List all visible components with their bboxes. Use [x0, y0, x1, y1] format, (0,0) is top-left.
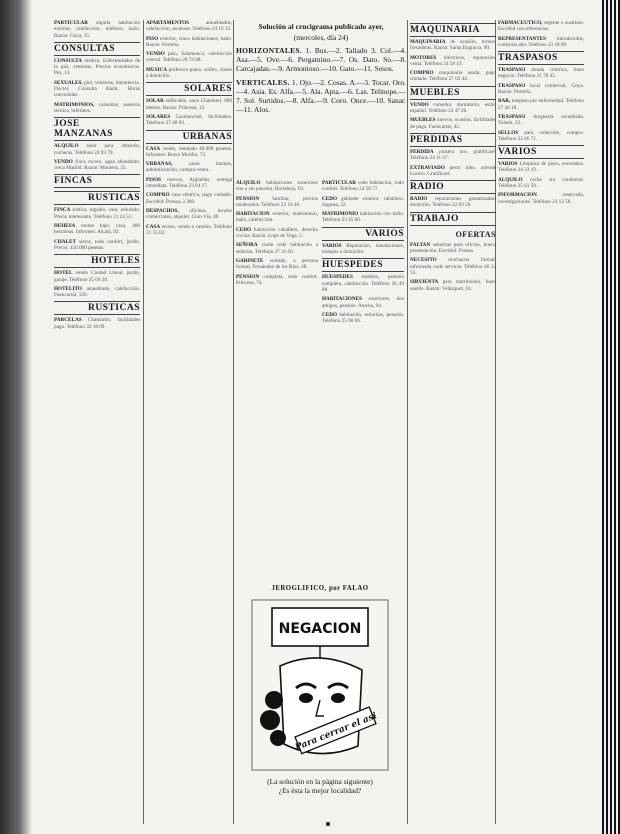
ad-lead: RADIO [410, 196, 428, 203]
ad-lead: ALQUILO [54, 143, 79, 150]
ad-lead: HOTEL [54, 270, 73, 277]
vertical-text: 1. Ojo.—2. Cosas. A.—3. Tocar. Oro.—4. Asia. Es. Alfa.—5. Ala. Apta.—6. Las. Telinope.—7. Sol. Surtidos.—8. Alfa.—9. Coro. Once.—10. Sanar.—11. Alos. [236, 77, 406, 115]
ad-lead: FARMACEUTICO, [498, 20, 543, 26]
crossword-horizontal-answers [236, 46, 406, 74]
classified-ad [146, 192, 232, 205]
mask-ornament [265, 691, 283, 709]
page-footer-dot [326, 822, 330, 826]
column-rule [407, 20, 408, 824]
ad-lead: INFORMACION [498, 192, 537, 199]
classified-ad [498, 83, 584, 96]
classified-ad [236, 180, 318, 193]
ad-lead: HOTELITO [54, 285, 82, 292]
classified-ad [498, 98, 584, 111]
ad-body: finca recreo, agua abundante, cerca Madrid. Razón: Montera, 32. [54, 158, 140, 172]
ad-body: vendo, rentando 40.000 pesetas. Informes: Bravo Murillo, 72. [146, 145, 232, 158]
classified-ad [54, 102, 140, 115]
classified-ad [498, 161, 584, 174]
ad-body: habitación, señoritas, pensión. Teléfono 25 90 66. [322, 311, 405, 325]
classified-ad [146, 67, 232, 80]
classified-center-block [236, 180, 406, 582]
classified-ad [146, 98, 232, 111]
section-heading-huespedes: HUESPEDES [322, 258, 404, 272]
section-heading-muebles: MUEBLES [410, 86, 496, 100]
classified-ad [410, 165, 496, 178]
classified-ad [410, 242, 496, 255]
ad-body: habitaciones exteriores con o sin pensión. Hortaleza, 19. [236, 180, 318, 193]
ad-body: exterior, matrimonio, baño, calefacción. [236, 211, 318, 224]
ad-lead: MATRIMONIOS, [54, 101, 95, 108]
ad-lead: FALTAN [410, 241, 431, 248]
ad-body: regente o sustituto. Escribid con referencias. [498, 20, 584, 33]
ad-body: casas baratas, administración, compra-venta. [146, 161, 232, 174]
classified-ad [54, 20, 140, 39]
section-heading-fincas: FINCAS [54, 174, 140, 188]
ad-lead: PARCELAS [54, 317, 82, 324]
ad-lead: CEDO [236, 226, 251, 233]
section-heading-rusticas: RUSTICAS [54, 191, 140, 205]
ad-body: familiar, precios moderados. Teléfono 22 18 46. [236, 195, 318, 208]
classified-ad [146, 20, 232, 33]
classified-ad [54, 207, 140, 220]
ad-body: completa, todo confort. Princesa, 74. [236, 273, 318, 286]
classified-ad [410, 39, 496, 52]
classified-ad [498, 114, 584, 127]
ad-body: edificable, zona Chamberí, 800 metros. Razón: Princesa, 12. [146, 98, 232, 111]
ad-body: señoritas para oficina, buena presentación. Escribid: Prensa. [410, 241, 496, 255]
ad-lead: EXTRAVIADO [410, 164, 445, 171]
classified-ad [54, 317, 140, 330]
classified-ad [322, 274, 404, 293]
ad-body: introducidos, comisión alta. Teléfono 23 18 99. [498, 35, 584, 48]
ad-lead: VARIOS [322, 242, 342, 249]
ad-lead: SIRVIENTA [410, 279, 439, 286]
classified-ad [410, 196, 496, 209]
ad-body: Carabanchel, facilidades. Teléfono 27 48 93. [146, 113, 232, 127]
ad-lead: DESPACHOS, [146, 207, 179, 214]
classified-ad [498, 67, 584, 80]
classified-ad [146, 177, 232, 190]
ad-body: nuevos, ocasión, facilidades de pago. Fuencarral, 42. [410, 117, 496, 130]
ad-body: eléctricos, reparación, venta. Teléfono 24 58 19. [410, 54, 496, 67]
ad-body: alquila habitación exterior, calefacción, teléfono, baño. Razón: Goya, 35. [54, 20, 140, 39]
ad-lead: SELLOS [498, 129, 519, 136]
page-binding-shadow [0, 0, 32, 834]
classified-ad [410, 102, 496, 115]
ad-lead: URBANAS, [146, 161, 173, 168]
ad-lead: MOTORES [410, 54, 437, 61]
ad-body: de ocasión, tornos, fresadoras. Razón: Santa Engracia, 90. [410, 39, 496, 52]
ad-lead: PENSION [236, 273, 260, 280]
section-heading-radio: RADIO [410, 180, 496, 194]
classified-ad [236, 274, 318, 287]
ad-body: exteriores, dos amigos, pensión. Atocha, 94. [322, 296, 404, 309]
ad-body: consultas, asesoría técnica, informes. [54, 101, 140, 114]
ad-lead: FINCA [54, 207, 71, 214]
ad-lead: VENDO [54, 158, 73, 165]
crossword-solution-title: Solución al crucigrama publicado ayer, [258, 22, 384, 31]
ad-lead: CASA [146, 145, 161, 152]
ad-body: reservada, investigaciones. Teléfono 23 12 58. [498, 192, 584, 205]
classified-ad [410, 117, 496, 130]
crossword-vertical-answers [236, 78, 406, 115]
strip-text: Para cerrar el asi [293, 711, 379, 754]
ad-lead: SOLAR [146, 98, 164, 105]
classified-ad [236, 211, 318, 224]
ad-lead: MUEBLES [410, 117, 436, 124]
classified-ad [146, 224, 232, 237]
ad-lead: COMPRO [146, 192, 170, 199]
ad-body: tienda céntrica, buen negocio. Teléfono 21 70 45. [498, 67, 584, 80]
ad-lead: SEXUALES, [54, 79, 83, 86]
mask-ornament [270, 730, 286, 746]
classified-ad [54, 80, 140, 99]
mask-right-eye [331, 693, 345, 703]
classified-ad [410, 279, 496, 292]
ad-lead: CEDO [322, 311, 337, 318]
section-heading-perdidas: PERDIDAS [410, 133, 496, 147]
mask-ornament [260, 710, 280, 730]
ad-lead: HABITACIONES [322, 296, 362, 303]
ad-body: nuevos, Argüelles, entrega inmediata. Teléfono 23 64 17. [146, 176, 232, 190]
ad-body: gabinete exterior, caballero. Sagasta, 22. [322, 195, 404, 208]
classified-ad [498, 177, 584, 190]
ad-body: reparaciones garantizadas, domicilio. Teléfono 22 83 50. [410, 196, 496, 209]
ad-body: local comercial, Goya. Razón: Portería. [498, 82, 584, 96]
classified-ad [322, 180, 404, 193]
ad-body: viuda cede habitación a señorita. Teléfono 27 31 60. [236, 242, 318, 255]
ad-body: recreo, vendo o cambio. Teléfono 21 35 02. [146, 223, 232, 236]
classified-ad [54, 58, 140, 77]
ad-lead: APARTAMENTOS [146, 20, 190, 26]
ad-lead: PARTICULAR [54, 20, 89, 26]
section-heading-urbanas: URBANAS [146, 130, 232, 144]
classified-column-1 [54, 20, 140, 824]
column-rule [143, 20, 144, 824]
ad-lead: VENDO [146, 51, 165, 58]
ad-body: para matrimonio, buen sueldo. Razón: Velázquez, 61. [410, 279, 496, 292]
ad-body: soleado, a persona formal. Fernández de los Ríos, 48. [236, 257, 318, 271]
ad-body: habitación caballero, derecho cocina. Razón: Lope de Vega, 5. [236, 226, 318, 240]
classified-ad [498, 20, 584, 33]
ad-lead: TRASPASO [498, 67, 526, 74]
classified-ad [410, 70, 496, 83]
section-heading-traspasos: TRASPASOS [498, 51, 584, 65]
ad-lead: MUSICA [146, 66, 168, 73]
ad-body: piel, venéreas, impotencia. Doctor. Consulta diaria. Horas convenidas. [54, 79, 140, 99]
horizontal-text: 1. Bus.—2. Tallado 3. Col.—4. Asa.—5. Ove.—6. Pergamino.—7. Os. Dato. So.—8. Carcajadas.—9. Armonioso.—10. Gato.—11. Sesos. [236, 46, 406, 74]
ad-lead: VARIOS [498, 161, 518, 168]
ad-lead: SOLARES [146, 113, 171, 120]
crossword-solution-date: (mercoles, día 24) [293, 33, 349, 42]
ad-lead: COMPRO [410, 70, 434, 77]
ad-body: Reparación, instalaciones, trabajos a domicilio. [322, 242, 404, 256]
ad-lead: REPRESENTANTES [498, 35, 547, 42]
section-heading-varios-2: VARIOS [498, 145, 584, 159]
ad-body: perro lobo, atiende Lucero. Gratificaré. [410, 164, 496, 177]
ad-body: amueblado, calefacción. Fuencarral, 120. [54, 285, 140, 299]
ad-body: solar para almacén, cocheras. Teléfono 24 93 70. [54, 143, 140, 156]
classified-ad [54, 270, 140, 283]
ad-lead: ALQUILO [236, 180, 261, 186]
classified-ad [322, 296, 404, 309]
classified-ad [498, 36, 584, 49]
classified-column-2 [146, 20, 232, 824]
page-edge-stripes [602, 0, 620, 834]
classified-ad [146, 161, 232, 174]
ad-lead: TRASPASO [498, 113, 526, 120]
ad-body: para colección, compro. Teléfono 22 06 71. [498, 129, 584, 142]
classified-ad [498, 130, 584, 143]
ad-lead: PISO [146, 35, 159, 42]
ad-body: Chamartín, facilidades pago. Teléfono 33 18 09. [54, 317, 140, 330]
section-heading-maquinaria: MAQUINARIA [410, 23, 496, 37]
classified-ad [236, 242, 318, 255]
ad-body: piso, Salamanca, calefacción central. Teléfono 26 74 88. [146, 51, 232, 64]
classified-column-5 [498, 20, 584, 824]
classified-ad [146, 146, 232, 159]
vertical-label: VERTICALES. [236, 77, 290, 87]
ad-body: vendo Ciudad Lineal, jardín, garaje. Teléfono 25 66 20. [54, 270, 140, 283]
classified-ad [410, 55, 496, 68]
section-heading-jose-manzanas: JOSE MANZANAS [54, 117, 140, 141]
classified-ad [410, 257, 496, 276]
classified-ad [146, 51, 232, 64]
section-heading-solares: SOLARES [146, 82, 232, 96]
ad-body: médica. Enfermedades de la piel, venéreas. Precios económicos. Pez, 14. [54, 57, 140, 77]
classified-ad [146, 114, 232, 127]
classified-ad [410, 149, 496, 162]
ad-lead: SEÑORA [236, 242, 258, 249]
ad-body: estables, pensión completa, calefacción. Teléfono 26 49 88. [322, 274, 404, 293]
section-subheading-ofertas: OFERTAS [455, 229, 496, 239]
ad-body: Limpieza de pisos, encerados. Teléfono 24 33 19. [498, 161, 584, 174]
classified-ad [54, 239, 140, 252]
ad-body: droguería acreditada. Toledo, 33. [498, 113, 584, 127]
classified-ad [498, 192, 584, 205]
ad-body: profesora piano, solfeo, clases a domicilio. [146, 66, 232, 80]
column-rule [233, 20, 234, 824]
classified-ad [54, 159, 140, 172]
rebus-caption [236, 777, 404, 795]
ad-body: casa céntrica, pago contado. Escribid: Prensa, 2.300. [146, 192, 232, 205]
ad-lead: CEDO [322, 195, 337, 202]
rebus-heading: JEROGLIFICO, por FALAO [271, 585, 369, 592]
ad-lead: PARTICULAR [322, 180, 357, 186]
ad-body: sierra, todo confort, jardín. Precio: 450.000 pesetas. [54, 238, 140, 251]
ad-lead: MAQUINARIA [410, 39, 446, 45]
ad-body: monte bajo, caza, 400 hectáreas. Informes: Alcalá, 92. [54, 223, 140, 236]
classified-subcolumn-b [322, 180, 404, 327]
classified-ad [54, 286, 140, 299]
ad-lead: PENSION [236, 195, 260, 202]
section-heading-hoteles: HOTELES [54, 254, 140, 268]
classified-ad [146, 36, 232, 49]
section-heading-rusticas-2: RUSTICAS [54, 301, 140, 315]
sign-text: NEGACION [278, 621, 362, 637]
mask-left-eye [299, 693, 313, 703]
horizontal-label: HORIZONTALES. [236, 46, 303, 55]
rebus-caption-note: (La solución en la página siguiente) [267, 777, 373, 786]
ad-lead: GABINETE [236, 257, 264, 264]
classified-ad [322, 211, 404, 224]
ad-body: oficinas, locales comerciales, alquiler. Gran Vía, 40. [146, 207, 232, 221]
ad-lead: PERDIDA [410, 148, 434, 155]
ad-lead: NECESITO [410, 257, 437, 264]
ad-lead: DEHESA [54, 223, 76, 230]
ad-lead: PISOS [146, 176, 161, 183]
ad-lead: BAR, [498, 98, 511, 105]
ad-lead: CASA [146, 223, 161, 230]
crossword-solution-box [236, 20, 406, 180]
classified-ad [146, 208, 232, 221]
ad-body: coche sin conductor. Teléfono 25 61 50. [498, 176, 584, 190]
section-heading-trabajo: TRABAJO [410, 212, 496, 226]
ad-lead: TRASPASO [498, 82, 526, 89]
classified-ad [322, 312, 404, 325]
classified-subcolumn-a [236, 180, 318, 289]
ad-lead: HABITACION [236, 211, 270, 218]
ad-lead: ALQUILO [498, 176, 523, 183]
classified-ad [236, 227, 318, 240]
rebus-illustration [250, 596, 390, 774]
classified-column-4 [410, 20, 496, 824]
ad-body: rústica, regadío, casa, arbolado. Precio interesante. Teléfono 21 24 51. [54, 207, 140, 220]
classified-ad [322, 196, 404, 209]
ad-body: amueblados, calefacción, ascensor. Teléfono 24 10 33. [146, 20, 232, 33]
ad-body: habitación con baño. Teléfono 23 45 00. [322, 211, 404, 224]
rebus-caption-question: ¿Es ésta la mejor localidad? [278, 786, 362, 795]
ad-body: maquinaria usada, pago contado. Teléfono 27 03 44. [410, 70, 496, 83]
classified-ad [322, 243, 404, 256]
ad-body: exterior, cinco habitaciones, baño. Razón: Portería. [146, 35, 232, 48]
classified-ad [236, 258, 318, 271]
section-heading-varios: VARIOS [322, 227, 404, 241]
classified-ad [236, 196, 318, 209]
ad-lead: CHALET [54, 238, 76, 245]
ad-lead: VENDO [410, 101, 429, 108]
ad-body: pulsera oro, gratificaré. Teléfono 24 11 07. [410, 148, 496, 162]
ad-body: cede habitación, todo confort. Teléfono 24 58 77. [322, 180, 404, 193]
classified-ad [54, 223, 140, 236]
classified-ad [54, 143, 140, 156]
ad-lead: CONSULTA [54, 57, 82, 64]
ad-body: comedor, dormitorio, estilo español. Teléfono 33 47 20. [410, 101, 496, 115]
ad-lead: MATRIMONIO [322, 211, 359, 218]
ad-lead: HUESPEDES [322, 274, 353, 281]
ad-body: muchacha formal, informada, todo servicio. Teléfono 26 12 33. [410, 257, 496, 276]
rebus-cartoon [236, 585, 404, 821]
ad-body: traspaso por enfermedad. Teléfono 27 44 18. [498, 98, 584, 111]
section-heading-consultas: CONSULTAS [54, 42, 140, 56]
